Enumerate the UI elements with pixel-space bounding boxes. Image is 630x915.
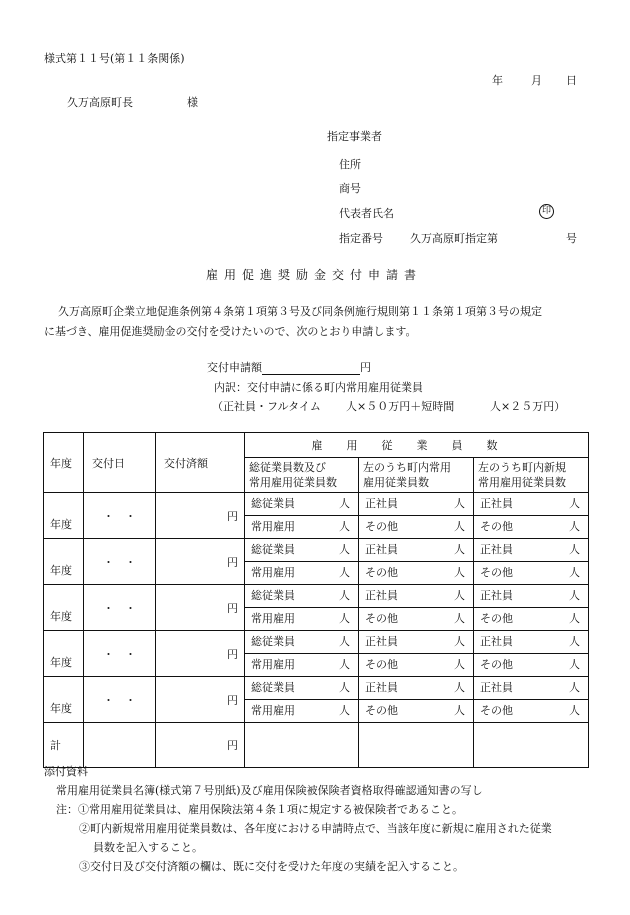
address-label: 住所 bbox=[339, 158, 361, 171]
row-town-regular[interactable] bbox=[359, 677, 473, 699]
header-col3-line1: 左のうち町内新規 bbox=[478, 461, 566, 474]
row-town-regular-unit: 人 bbox=[454, 543, 465, 556]
row-date[interactable]: ・ ・ bbox=[84, 585, 156, 631]
total-col2[interactable] bbox=[359, 723, 474, 768]
row-paid-amount[interactable]: 円 bbox=[156, 585, 245, 631]
row-total-employees-unit: 人 bbox=[339, 497, 350, 510]
row-town-regular[interactable] bbox=[359, 539, 473, 561]
row-town-regular-unit: 人 bbox=[454, 497, 465, 510]
row-year[interactable]: 年度 bbox=[44, 631, 84, 677]
row-new-regular-unit: 人 bbox=[569, 589, 581, 602]
note-2a: ②町内新規常用雇用従業員数は、各年度における申請時点で、当該年度に新規に雇用された従業 bbox=[79, 822, 552, 835]
total-date-cell[interactable] bbox=[84, 723, 156, 768]
designation-number-label: 指定番号 bbox=[339, 232, 383, 245]
row-town-regular-label: 正社員 bbox=[365, 543, 398, 556]
trade-name-label: 商号 bbox=[339, 182, 361, 195]
row-town-other[interactable] bbox=[359, 608, 473, 630]
row-regular-employees-unit: 人 bbox=[339, 704, 350, 717]
body-text-line1: 久万高原町企業立地促進条例第４条第１項第３号及び同条例施行規則第１１条第１項第３号の規定 bbox=[58, 305, 542, 318]
row-new-other[interactable] bbox=[474, 608, 588, 630]
body-text-line2: に基づき、雇用促進奨励金の交付を受けたいので、次のとおり申請します。 bbox=[44, 325, 417, 338]
row-total-employees-unit: 人 bbox=[339, 635, 350, 648]
row-paid-amount[interactable]: 円 bbox=[156, 493, 245, 539]
header-date: 交付日 bbox=[84, 433, 156, 493]
row-new-other-label: その他 bbox=[480, 704, 513, 717]
amount-detail-end: 人×２５万円） bbox=[490, 400, 566, 413]
row-year[interactable]: 年度 bbox=[44, 539, 84, 585]
row-new-regular[interactable] bbox=[474, 585, 588, 607]
row-town-regular[interactable] bbox=[359, 631, 473, 653]
row-new-other-label: その他 bbox=[480, 566, 513, 579]
row-town-other-unit: 人 bbox=[454, 520, 465, 533]
row-regular-employees-unit: 人 bbox=[339, 520, 350, 533]
amount-detail-open: （正社員・フルタイム bbox=[212, 400, 321, 413]
designation-prefix: 久万高原町指定第 bbox=[410, 232, 498, 245]
row-new-regular-unit: 人 bbox=[569, 635, 581, 648]
row-regular-employees[interactable] bbox=[245, 562, 358, 584]
note-3: ③交付日及び交付済額の欄は、既に交付を受けた年度の実績を記入すること。 bbox=[79, 860, 464, 873]
row-town-other[interactable] bbox=[359, 562, 473, 584]
row-total-employees-label: 総従業員 bbox=[251, 497, 295, 510]
amount-row bbox=[207, 359, 371, 375]
row-town-other-unit: 人 bbox=[454, 658, 465, 671]
row-new-other-label: その他 bbox=[480, 520, 513, 533]
row-town-regular-unit: 人 bbox=[454, 681, 465, 694]
row-new-other-unit: 人 bbox=[569, 566, 581, 579]
row-town-other[interactable] bbox=[359, 654, 473, 676]
row-total-employees[interactable] bbox=[245, 677, 358, 699]
grant-history-table bbox=[43, 432, 589, 768]
row-new-other-unit: 人 bbox=[569, 612, 581, 625]
row-town-regular[interactable] bbox=[359, 585, 473, 607]
amount-input-line[interactable] bbox=[262, 362, 360, 375]
row-date[interactable]: ・ ・ bbox=[84, 493, 156, 539]
row-new-other-unit: 人 bbox=[569, 520, 581, 533]
form-number: 様式第１１号(第１１条関係) bbox=[44, 52, 185, 65]
row-new-regular[interactable] bbox=[474, 631, 588, 653]
designation-suffix: 号 bbox=[566, 232, 577, 245]
total-label: 計 bbox=[44, 723, 84, 768]
row-new-regular[interactable] bbox=[474, 677, 588, 699]
total-col3[interactable] bbox=[474, 723, 589, 768]
attachment-item: 常用雇用従業員名簿(様式第７号別紙)及び雇用保険被保険者資格取得確認通知書の写し bbox=[56, 784, 483, 797]
row-regular-employees-unit: 人 bbox=[339, 658, 350, 671]
representative-label: 代表者氏名 bbox=[339, 207, 394, 220]
table-row bbox=[44, 631, 589, 654]
row-new-regular-label: 正社員 bbox=[480, 497, 513, 510]
row-town-other-unit: 人 bbox=[454, 566, 465, 579]
row-year[interactable]: 年度 bbox=[44, 493, 84, 539]
row-new-regular-label: 正社員 bbox=[480, 589, 513, 602]
row-town-other[interactable] bbox=[359, 700, 473, 722]
notes-section bbox=[44, 762, 604, 876]
amount-detail-mid: 人×５０万円＋短時間 bbox=[346, 400, 455, 413]
row-year[interactable]: 年度 bbox=[44, 585, 84, 631]
header-col2-line1: 左のうち町内常用 bbox=[363, 461, 451, 474]
row-new-regular[interactable] bbox=[474, 539, 588, 561]
row-new-other[interactable] bbox=[474, 562, 588, 584]
header-col1-line2: 常用雇用従業員数 bbox=[249, 476, 337, 489]
row-regular-employees-label: 常用雇用 bbox=[251, 612, 295, 625]
row-regular-employees[interactable] bbox=[245, 700, 358, 722]
row-regular-employees-label: 常用雇用 bbox=[251, 520, 295, 533]
row-new-other-unit: 人 bbox=[569, 704, 581, 717]
header-employees: 雇用従業員数 bbox=[245, 433, 589, 458]
row-total-employees[interactable] bbox=[245, 631, 358, 653]
row-total-employees-unit: 人 bbox=[339, 543, 350, 556]
row-town-other-label: その他 bbox=[365, 704, 398, 717]
row-year[interactable]: 年度 bbox=[44, 677, 84, 723]
date-month-label: 月 bbox=[531, 74, 542, 87]
row-new-other[interactable] bbox=[474, 700, 588, 722]
header-col1-line1: 総従業員数及び bbox=[249, 461, 326, 474]
row-new-regular[interactable] bbox=[474, 493, 588, 515]
header-col3-line2: 常用雇用従業員数 bbox=[478, 476, 566, 489]
row-total-employees-label: 総従業員 bbox=[251, 635, 295, 648]
row-regular-employees[interactable] bbox=[245, 608, 358, 630]
note-2b: 員数を記入すること。 bbox=[93, 841, 203, 854]
designated-business-label: 指定事業者 bbox=[327, 130, 382, 143]
header-paid: 交付済額 bbox=[156, 433, 245, 493]
row-new-other-unit: 人 bbox=[569, 658, 581, 671]
row-town-other-unit: 人 bbox=[454, 612, 465, 625]
row-date[interactable]: ・ ・ bbox=[84, 631, 156, 677]
seal-mark bbox=[539, 203, 554, 219]
row-total-employees-unit: 人 bbox=[339, 681, 350, 694]
row-town-other-label: その他 bbox=[365, 612, 398, 625]
row-new-regular-label: 正社員 bbox=[480, 635, 513, 648]
amount-label: 交付申請額 bbox=[207, 361, 262, 374]
row-new-regular-label: 正社員 bbox=[480, 543, 513, 556]
header-col2-line2: 雇用従業員数 bbox=[363, 476, 429, 489]
amount-breakdown: 内訳：交付申請に係る町内常用雇用従業員 bbox=[214, 381, 423, 394]
row-regular-employees[interactable] bbox=[245, 654, 358, 676]
total-col1[interactable] bbox=[245, 723, 359, 768]
table-row bbox=[44, 585, 589, 608]
row-town-regular-label: 正社員 bbox=[365, 497, 398, 510]
row-date[interactable]: ・ ・ bbox=[84, 539, 156, 585]
row-new-other[interactable] bbox=[474, 516, 588, 538]
header-year: 年度 bbox=[44, 433, 84, 493]
amount-unit: 円 bbox=[360, 361, 371, 374]
row-total-employees-label: 総従業員 bbox=[251, 543, 295, 556]
row-regular-employees-unit: 人 bbox=[339, 566, 350, 579]
row-total-employees[interactable] bbox=[245, 493, 358, 515]
row-paid-amount[interactable]: 円 bbox=[156, 677, 245, 723]
header-col3 bbox=[474, 458, 589, 493]
row-town-regular-unit: 人 bbox=[454, 589, 465, 602]
row-new-regular-label: 正社員 bbox=[480, 681, 513, 694]
row-new-other-label: その他 bbox=[480, 658, 513, 671]
row-town-other-label: その他 bbox=[365, 520, 398, 533]
row-regular-employees-label: 常用雇用 bbox=[251, 704, 295, 717]
row-total-employees-label: 総従業員 bbox=[251, 681, 295, 694]
header-col2 bbox=[359, 458, 474, 493]
row-town-regular-label: 正社員 bbox=[365, 589, 398, 602]
row-new-regular-unit: 人 bbox=[569, 681, 581, 694]
row-regular-employees-unit: 人 bbox=[339, 612, 350, 625]
recipient-name: 久万高原町長 bbox=[67, 96, 133, 109]
recipient-suffix: 様 bbox=[187, 96, 198, 109]
header-col1 bbox=[245, 458, 359, 493]
date-year-label: 年 bbox=[492, 74, 503, 87]
row-total-employees[interactable] bbox=[245, 585, 358, 607]
seal-text: 印 bbox=[539, 204, 554, 219]
row-town-other-unit: 人 bbox=[454, 704, 465, 717]
row-town-other-label: その他 bbox=[365, 658, 398, 671]
row-new-other[interactable] bbox=[474, 654, 588, 676]
row-paid-amount[interactable]: 円 bbox=[156, 539, 245, 585]
row-town-regular-unit: 人 bbox=[454, 635, 465, 648]
note-1: 注：①常用雇用従業員は、雇用保険法第４条１項に規定する被保険者であること。 bbox=[56, 803, 463, 816]
row-total-employees[interactable] bbox=[245, 539, 358, 561]
table-row bbox=[44, 493, 589, 516]
row-town-other-label: その他 bbox=[365, 566, 398, 579]
row-town-regular-label: 正社員 bbox=[365, 681, 398, 694]
total-yen[interactable]: 円 bbox=[156, 723, 245, 768]
row-total-employees-unit: 人 bbox=[339, 589, 350, 602]
row-paid-amount[interactable]: 円 bbox=[156, 631, 245, 677]
row-regular-employees[interactable] bbox=[245, 516, 358, 538]
row-new-regular-unit: 人 bbox=[569, 543, 581, 556]
attachments-title: 添付資料 bbox=[44, 765, 88, 778]
date-day-label: 日 bbox=[566, 74, 577, 87]
table-row bbox=[44, 677, 589, 700]
document-title: 雇用促進奨励金交付申請書 bbox=[206, 268, 423, 282]
row-date[interactable]: ・ ・ bbox=[84, 677, 156, 723]
row-town-other[interactable] bbox=[359, 516, 473, 538]
row-town-regular[interactable] bbox=[359, 493, 473, 515]
row-total-employees-label: 総従業員 bbox=[251, 589, 295, 602]
row-new-regular-unit: 人 bbox=[569, 497, 581, 510]
row-regular-employees-label: 常用雇用 bbox=[251, 658, 295, 671]
row-new-other-label: その他 bbox=[480, 612, 513, 625]
row-town-regular-label: 正社員 bbox=[365, 635, 398, 648]
row-regular-employees-label: 常用雇用 bbox=[251, 566, 295, 579]
table-row bbox=[44, 539, 589, 562]
